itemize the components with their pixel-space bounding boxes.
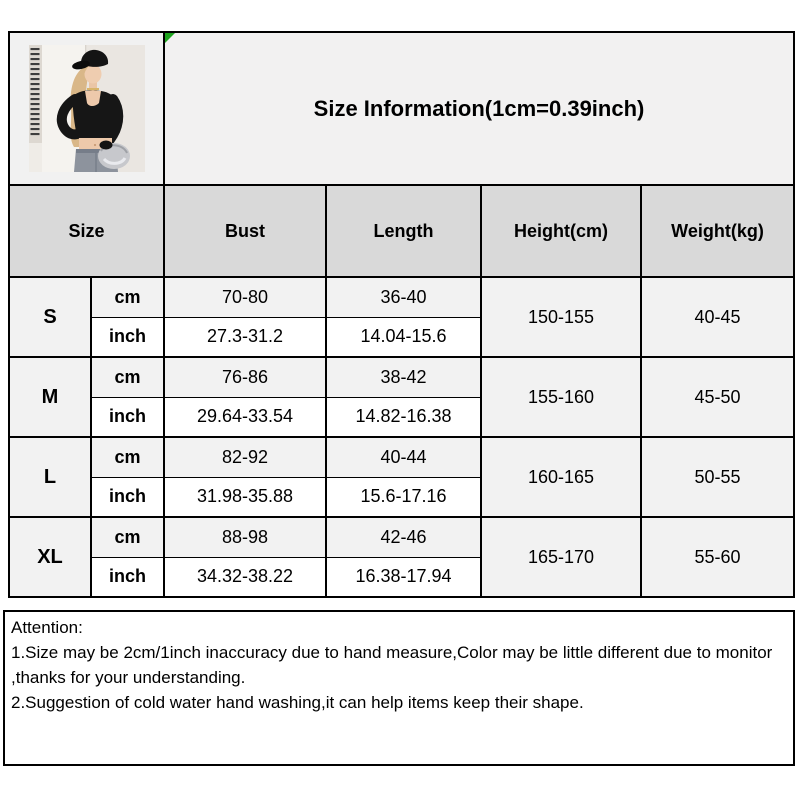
blinds-icon <box>29 45 42 143</box>
bust-inch-value: 29.64-33.54 <box>164 397 326 437</box>
bust-inch-value: 31.98-35.88 <box>164 477 326 517</box>
unit-label-inch: inch <box>91 477 164 517</box>
title-cell <box>164 32 794 185</box>
weight-value: 45-50 <box>641 357 794 437</box>
unit-label-cm: cm <box>91 357 164 397</box>
bust-inch-value: 34.32-38.22 <box>164 557 326 597</box>
bust-cm-value: 70-80 <box>164 277 326 317</box>
length-cm-value: 38-42 <box>326 357 481 397</box>
table-row <box>9 437 794 477</box>
unit-label-cm: cm <box>91 437 164 477</box>
size-label: M <box>9 357 91 437</box>
col-header-size: Size <box>9 185 164 277</box>
height-value: 155-160 <box>481 357 641 437</box>
length-inch-value: 14.04-15.6 <box>326 317 481 357</box>
unit-label-cm: cm <box>91 277 164 317</box>
col-header-height: Height(cm) <box>481 185 641 277</box>
header-row <box>9 32 794 185</box>
length-cm-value: 40-44 <box>326 437 481 477</box>
size-label: XL <box>9 517 91 597</box>
col-header-bust: Bust <box>164 185 326 277</box>
page-title: Size Information(1cm=0.39inch) <box>313 95 645 121</box>
table-row <box>9 277 794 317</box>
height-value: 160-165 <box>481 437 641 517</box>
unit-label-inch: inch <box>91 397 164 437</box>
length-inch-value: 14.82-16.38 <box>326 397 481 437</box>
attention-note: 1.Size may be 2cm/1inch inaccuracy due to hand measure,Color may be little different due to monitor ,thanks for your understanding. <box>11 643 773 687</box>
bust-inch-value: 27.3-31.2 <box>164 317 326 357</box>
attention-heading: Attention: <box>11 618 83 637</box>
height-value: 150-155 <box>481 277 641 357</box>
bust-cm-value: 82-92 <box>164 437 326 477</box>
product-photo <box>29 45 145 172</box>
bust-cm-value: 88-98 <box>164 517 326 557</box>
product-photo-cell <box>9 32 164 185</box>
unit-label-inch: inch <box>91 317 164 357</box>
size-table <box>8 31 795 598</box>
green-corner-marker-icon <box>165 33 175 43</box>
size-label: L <box>9 437 91 517</box>
weight-value: 40-45 <box>641 277 794 357</box>
table-row <box>9 357 794 397</box>
bust-cm-value: 76-86 <box>164 357 326 397</box>
col-header-length: Length <box>326 185 481 277</box>
length-inch-value: 16.38-17.94 <box>326 557 481 597</box>
unit-label-inch: inch <box>91 557 164 597</box>
unit-label-cm: cm <box>91 517 164 557</box>
weight-value: 55-60 <box>641 517 794 597</box>
length-inch-value: 15.6-17.16 <box>326 477 481 517</box>
height-value: 165-170 <box>481 517 641 597</box>
col-header-weight: Weight(kg) <box>641 185 794 277</box>
weight-value: 50-55 <box>641 437 794 517</box>
table-row <box>9 517 794 557</box>
attention-note: 2.Suggestion of cold water hand washing,it can help items keep their shape. <box>11 693 584 712</box>
length-cm-value: 36-40 <box>326 277 481 317</box>
attention-box <box>3 610 795 766</box>
size-label: S <box>9 277 91 357</box>
column-header-row <box>9 185 794 277</box>
length-cm-value: 42-46 <box>326 517 481 557</box>
